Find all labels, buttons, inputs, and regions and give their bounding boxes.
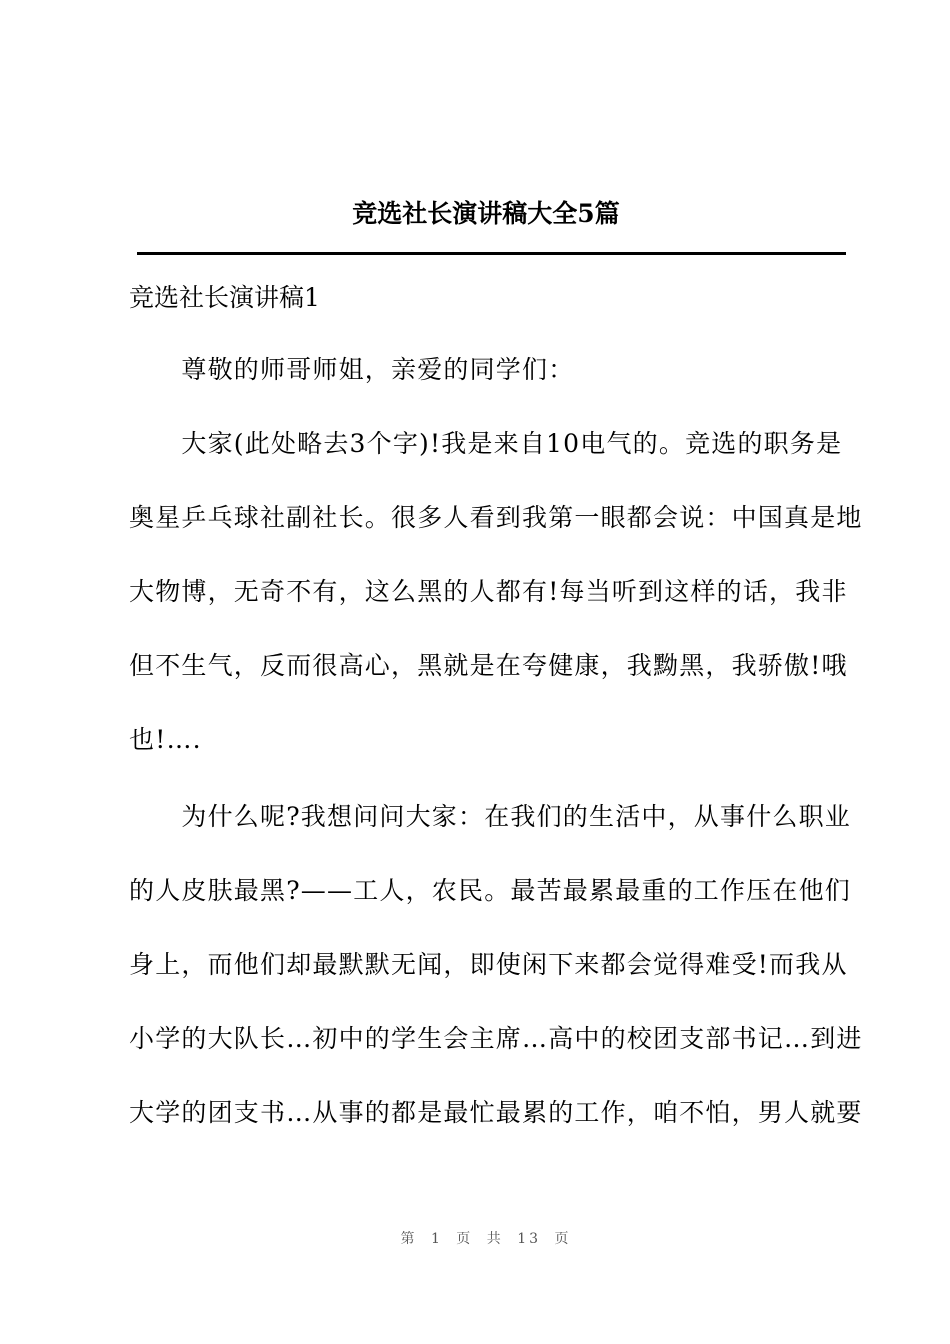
paragraph-line: 为什么呢?我想问问大家：在我们的生活中，从事什么职业 [129,802,852,831]
paragraph-line: 奥星乒乓球社副社长。很多人看到我第一眼都会说：中国真是地 [129,503,863,532]
paragraph-line: 小学的大队长…初中的学生会主席…高中的校团支部书记…到进 [129,1024,863,1053]
paragraph-line: 大家(此处略去3个字)!我是来自10电气的。竞选的职务是 [129,429,843,458]
paragraph-line: 身上，而他们却最默默无闻，即使闲下来都会觉得难受!而我从 [129,950,848,979]
page-number-footer: 第 1 页 共 13 页 [400,1231,572,1247]
section-heading: 竞选社长演讲稿1 [129,283,320,312]
paragraph-line: 但不生气，反而很高心，黑就是在夸健康，我黝黑，我骄傲!哦 [129,651,848,680]
paragraph-line: 也!…. [129,725,202,754]
paragraph-line: 大物博，无奇不有，这么黑的人都有!每当听到这样的话，我非 [129,577,848,606]
paragraph-line: 大学的团支书…从事的都是最忙最累的工作，咱不怕，男人就要 [129,1098,863,1127]
title-underline [137,252,846,255]
paragraph-line: 尊敬的师哥师姐，亲爱的同学们： [129,355,575,384]
document-title: 竞选社长演讲稿大全5篇 [352,199,620,228]
paragraph-line: 的人皮肤最黑?——工人，农民。最苦最累最重的工作压在他们 [129,876,852,905]
